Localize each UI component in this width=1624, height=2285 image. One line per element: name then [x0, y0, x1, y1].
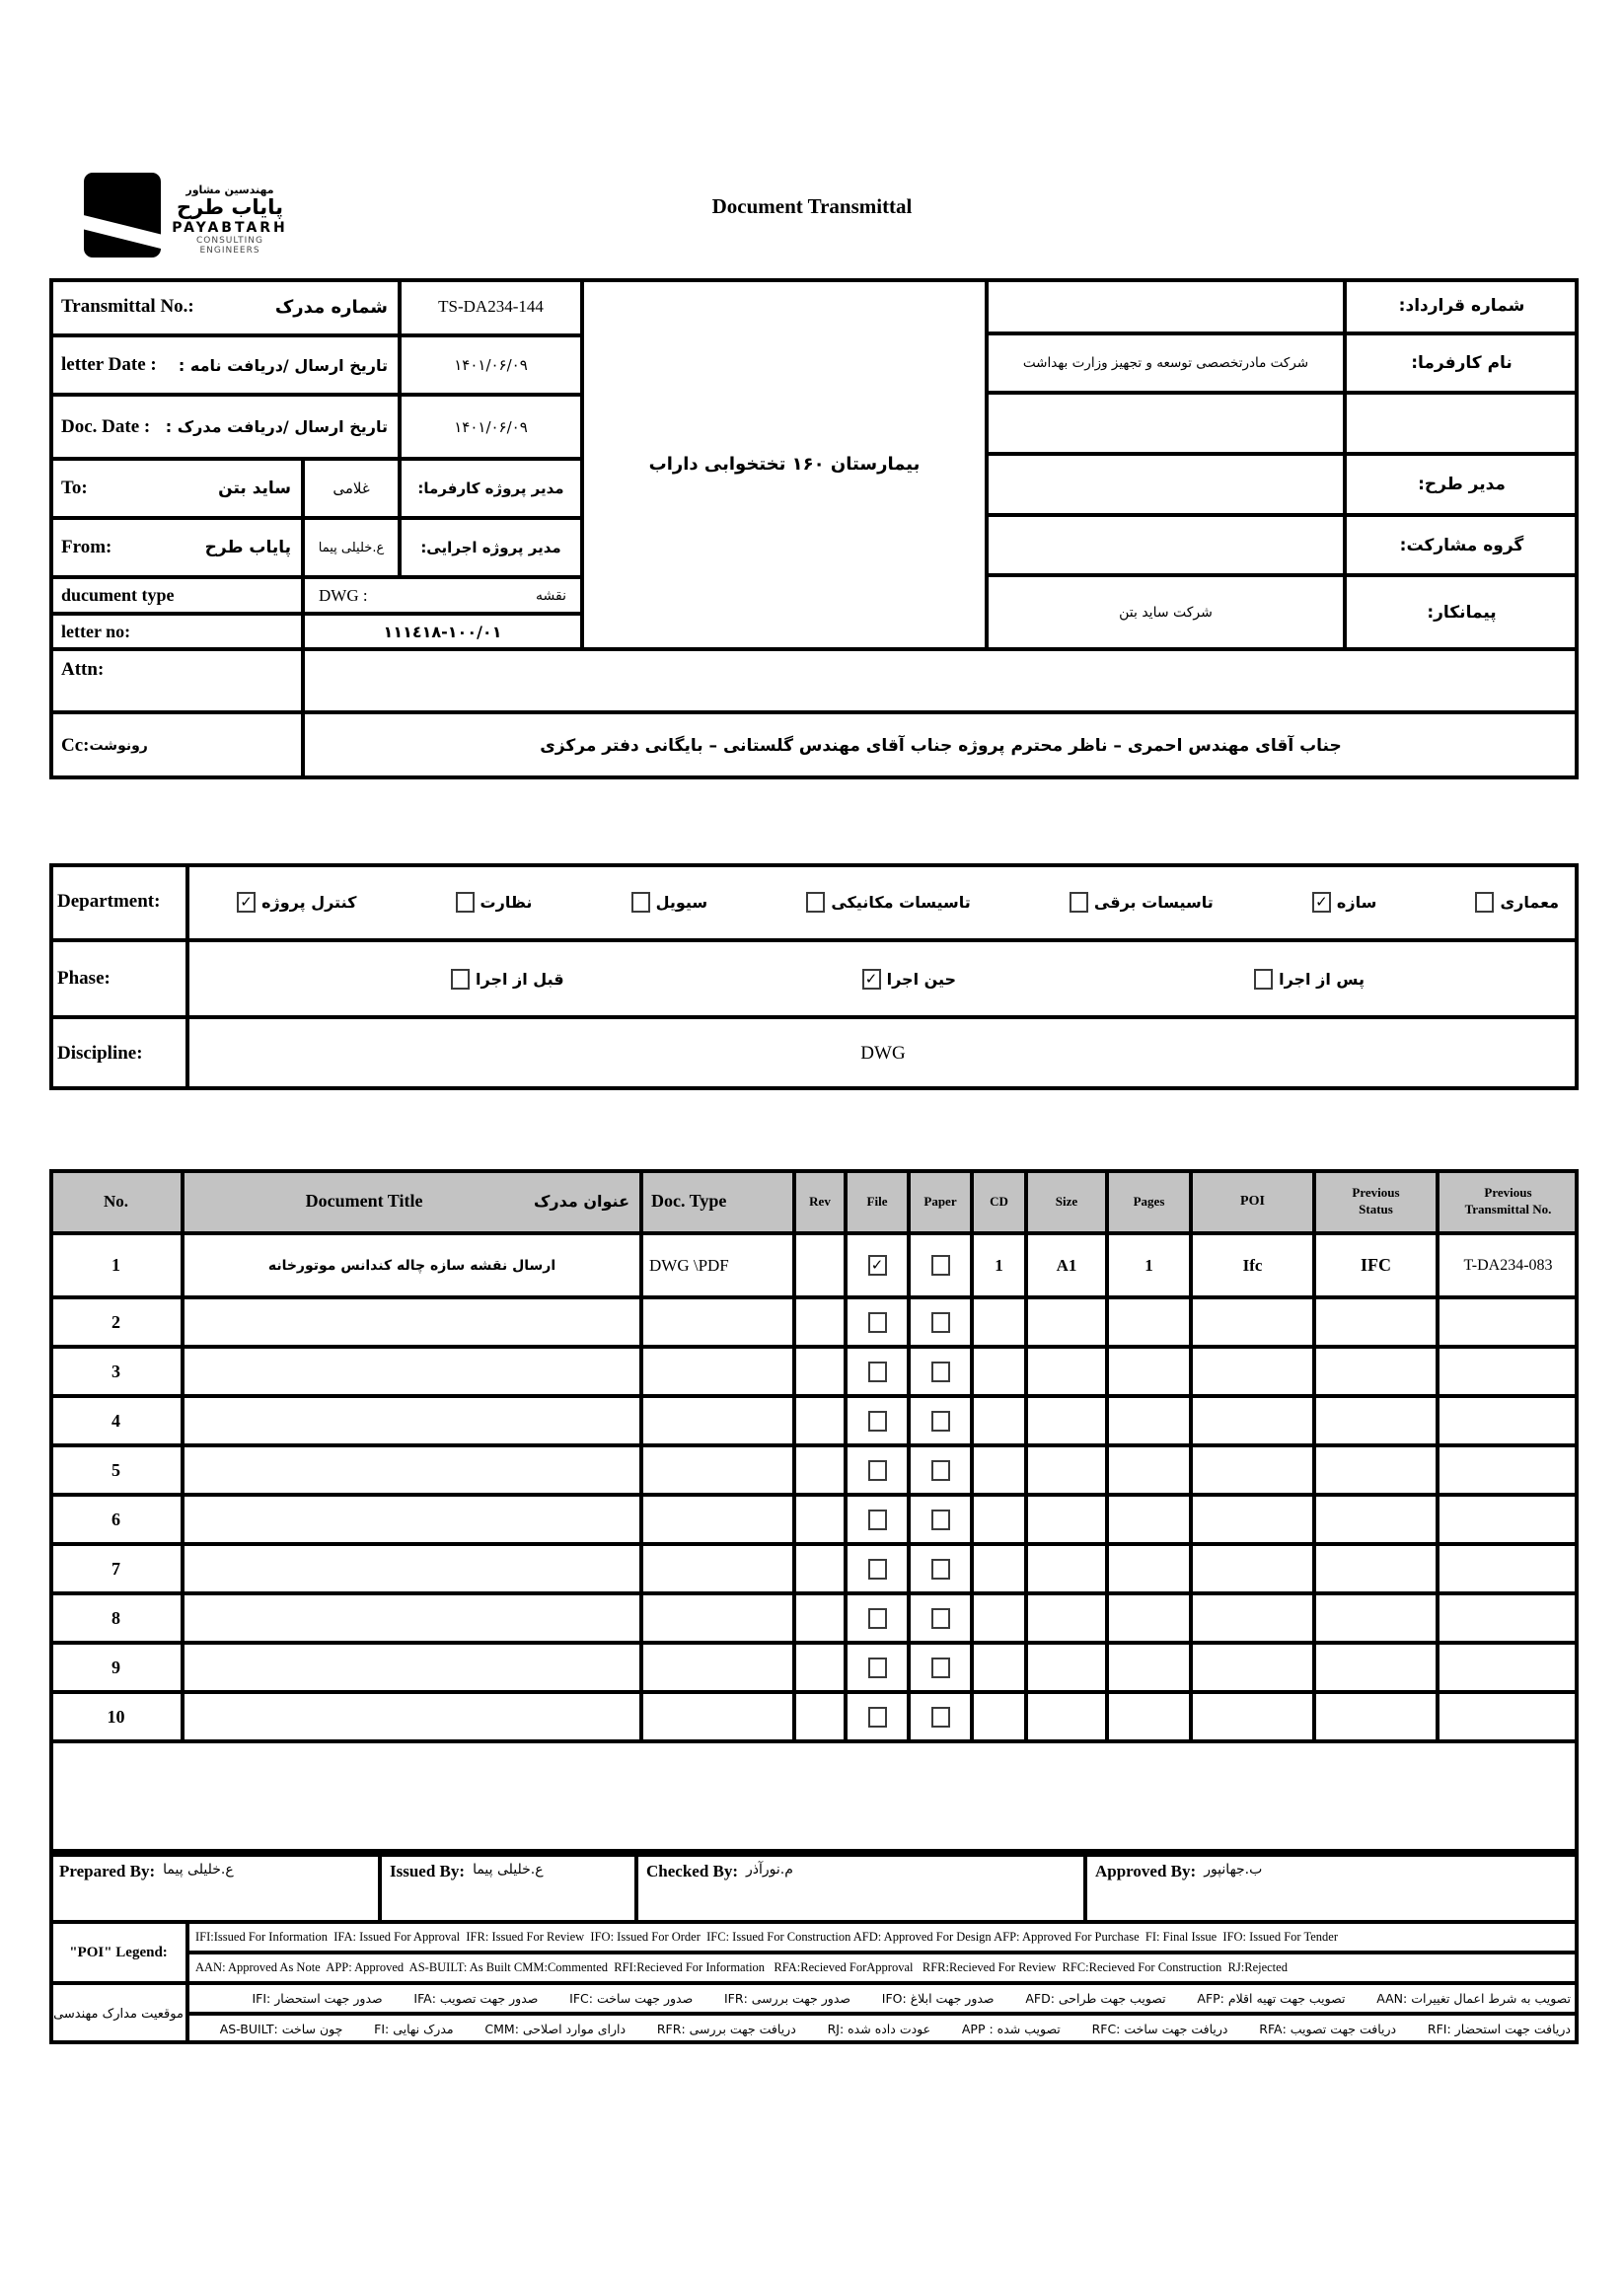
- table-cell: [1026, 1445, 1107, 1495]
- contract-no-value-cell: [987, 278, 1345, 333]
- table-cell: [1314, 1495, 1438, 1544]
- transmittal-no-label-cell: [49, 278, 400, 335]
- checked-by-cell: Checked By: م.نورآذر: [636, 1853, 1085, 1922]
- phase-label-cell: Phase:: [49, 940, 187, 1017]
- to-label: To:: [61, 478, 88, 498]
- file-checkbox[interactable]: [868, 1312, 887, 1333]
- table-cell: [1314, 1593, 1438, 1643]
- doc-type-fa: نقشه: [536, 587, 566, 604]
- table-cell: [794, 1692, 846, 1741]
- table-cell: [1026, 1544, 1107, 1593]
- table-cell: [1191, 1495, 1314, 1544]
- table-cell: [183, 1347, 641, 1396]
- table-cell: [183, 1692, 641, 1741]
- col-header-cd: CD: [972, 1169, 1026, 1233]
- file-checkbox[interactable]: [868, 1362, 887, 1382]
- table-cell: [641, 1445, 794, 1495]
- table-cell: [183, 1643, 641, 1692]
- table-cell: [846, 1692, 909, 1741]
- paper-checkbox[interactable]: [931, 1255, 950, 1276]
- table-cell: [909, 1643, 972, 1692]
- project-name-cell: بیمارستان ۱۶۰ تختخوابی داراب: [582, 278, 987, 649]
- client-value-cell: شرکت مادرتخصصی توسعه و تجهیز وزارت بهداشت: [987, 333, 1345, 393]
- contract-no-label-cell: شماره قرارداد:: [1345, 278, 1579, 333]
- table-cell: [846, 1347, 909, 1396]
- table-cell: [846, 1544, 909, 1593]
- letter-date-value: ۱۴۰۱/۰۶/۰۹: [400, 335, 582, 395]
- department-option: تاسیسات برقی: [1070, 892, 1214, 913]
- letter-no-label-cell: letter no:: [49, 614, 303, 649]
- table-empty-area: [49, 1741, 1579, 1853]
- table-cell: [972, 1445, 1026, 1495]
- table-cell: [909, 1544, 972, 1593]
- table-cell: [1314, 1396, 1438, 1445]
- prepared-by-cell: Prepared By: ع.خلیلی پیما: [49, 1853, 380, 1922]
- table-cell: [1191, 1692, 1314, 1741]
- table-cell: [909, 1297, 972, 1347]
- table-cell: [641, 1692, 794, 1741]
- to-cell: [49, 459, 303, 518]
- table-cell: [183, 1297, 641, 1347]
- table-cell: [972, 1347, 1026, 1396]
- table-row-size: A1: [1026, 1233, 1107, 1297]
- table-row-paper: [909, 1233, 972, 1297]
- file-checkbox[interactable]: [868, 1460, 887, 1481]
- letter-date-label-en: letter Date :: [61, 354, 157, 375]
- file-checkbox[interactable]: [868, 1510, 887, 1530]
- department-option: نظارت: [456, 892, 533, 913]
- table-cell: [1314, 1643, 1438, 1692]
- table-cell: [1191, 1347, 1314, 1396]
- table-cell: [641, 1544, 794, 1593]
- phase-option: ✓ حین اجرا: [862, 969, 956, 990]
- letter-date-label-fa: تاریخ ارسال /دریافت نامه :: [178, 355, 388, 375]
- blank-label-cell: [1345, 393, 1579, 454]
- col-header-no: No.: [49, 1169, 183, 1233]
- company-logo-icon: [84, 173, 161, 258]
- page-title: Document Transmittal: [711, 194, 913, 218]
- logo-text-block: [166, 184, 294, 256]
- table-cell: [846, 1495, 909, 1544]
- discipline-value-cell: DWG: [187, 1017, 1579, 1090]
- table-cell: [1438, 1396, 1579, 1445]
- to-value: ساید بتن: [218, 479, 291, 498]
- file-checkbox[interactable]: [868, 1255, 887, 1276]
- table-cell: [1107, 1544, 1191, 1593]
- logo-slash-icon: [84, 213, 161, 253]
- table-cell: [641, 1297, 794, 1347]
- table-cell: [909, 1445, 972, 1495]
- doc-date-label-fa: تاریخ ارسال /دریافت مدرک :: [165, 417, 388, 436]
- table-row-poi: Ifc: [1191, 1233, 1314, 1297]
- table-row-no: 6: [49, 1495, 183, 1544]
- table-cell: [1107, 1643, 1191, 1692]
- col-header-rev: Rev: [794, 1169, 846, 1233]
- table-cell: [909, 1593, 972, 1643]
- table-cell: [794, 1297, 846, 1347]
- logo-en-name: PAYABTARH: [172, 220, 288, 237]
- transmittal-no-value: TS-DA234-144: [400, 278, 582, 335]
- table-cell: [1026, 1396, 1107, 1445]
- table-row-no: 5: [49, 1445, 183, 1495]
- col-header-pages: Pages: [1107, 1169, 1191, 1233]
- table-cell: [641, 1347, 794, 1396]
- table-cell: [1314, 1347, 1438, 1396]
- phase-options-row: [187, 940, 1579, 1017]
- table-row-no: 10: [49, 1692, 183, 1741]
- issued-by-cell: Issued By: ع.خلیلی پیما: [380, 1853, 636, 1922]
- paper-checkbox[interactable]: [931, 1608, 950, 1629]
- table-cell: [1191, 1593, 1314, 1643]
- col-header-poi: POI: [1191, 1169, 1314, 1233]
- table-cell: [641, 1643, 794, 1692]
- checkbox-during-execution[interactable]: [862, 969, 881, 990]
- table-row-pages: 1: [1107, 1233, 1191, 1297]
- table-row-prev-transmittal: T-DA234-083: [1438, 1233, 1579, 1297]
- doc-date-value: ۱۴۰۱/۰۶/۰۹: [400, 395, 582, 459]
- table-cell: [794, 1643, 846, 1692]
- checkbox-before-execution[interactable]: [451, 969, 470, 990]
- fa-legend-line2: دریافت جهت استحضار :RFI دریافت جهت تصویب :RFA دریافت جهت ساخت :RFC تصویب شده : APP عودت داده شده :RJ دریافت جهت بررسی :RFR دارای موارد اصلاحی :CMM مدرک نهایی :FI چون ساخت :AS-BUILT: [187, 2014, 1579, 2044]
- doc-type-value: DWG :: [319, 585, 368, 605]
- table-row-no: 9: [49, 1643, 183, 1692]
- table-cell: [1191, 1396, 1314, 1445]
- paper-checkbox[interactable]: [931, 1411, 950, 1432]
- design-mgr-label-cell: مدیر طرح:: [1345, 454, 1579, 515]
- checkbox-structure[interactable]: [1312, 892, 1331, 913]
- table-cell: [909, 1692, 972, 1741]
- checkbox-architecture[interactable]: [1475, 892, 1494, 913]
- table-row-no: 4: [49, 1396, 183, 1445]
- attn-value-cell: [303, 649, 1579, 712]
- client-pm-label-cell: مدیر پروژه کارفرما:: [400, 459, 582, 518]
- table-row-doctype: DWG \PDF: [641, 1233, 794, 1297]
- checkbox-supervision[interactable]: [456, 892, 475, 913]
- table-row-no: 2: [49, 1297, 183, 1347]
- table-row-title: ارسال نقشه سازه چاله کندانس موتورخانه: [183, 1233, 641, 1297]
- table-cell: [1107, 1593, 1191, 1643]
- paper-checkbox[interactable]: [931, 1707, 950, 1728]
- table-cell: [183, 1445, 641, 1495]
- file-checkbox[interactable]: [868, 1707, 887, 1728]
- table-cell: [846, 1643, 909, 1692]
- table-cell: [183, 1593, 641, 1643]
- table-cell: [794, 1544, 846, 1593]
- file-checkbox[interactable]: [868, 1658, 887, 1678]
- blank-value-cell: [987, 393, 1345, 454]
- attn-label-cell: Attn:: [49, 649, 303, 712]
- from-cell: [49, 518, 303, 577]
- paper-checkbox[interactable]: [931, 1658, 950, 1678]
- col-header-title: Document Title عنوان مدرک: [183, 1169, 641, 1233]
- exec-pm-label-cell: مدیر پروژه اجرایی:: [400, 518, 582, 577]
- table-cell: [1314, 1445, 1438, 1495]
- paper-checkbox[interactable]: [931, 1510, 950, 1530]
- table-cell: [1438, 1445, 1579, 1495]
- doc-date-label-cell: [49, 395, 400, 459]
- fa-legend-label-cell: موقعیت مدارک مهندسی: [49, 1983, 187, 2044]
- logo-fa-small: مهندسین مشاور: [185, 184, 274, 196]
- table-cell: [846, 1445, 909, 1495]
- from-label: From:: [61, 537, 112, 557]
- from-person-cell: ع.خلیلی پیما: [303, 518, 400, 577]
- checkbox-electrical[interactable]: [1070, 892, 1088, 913]
- table-cell: [846, 1593, 909, 1643]
- table-cell: [1314, 1297, 1438, 1347]
- table-cell: [1438, 1297, 1579, 1347]
- table-row-rev: [794, 1233, 846, 1297]
- doc-type-label-cell: ducument type: [49, 577, 303, 614]
- partnership-label-cell: گروه مشارکت:: [1345, 515, 1579, 575]
- table-cell: [641, 1495, 794, 1544]
- transmittal-no-label-en: Transmittal No.:: [61, 296, 194, 317]
- table-cell: [972, 1544, 1026, 1593]
- contractor-label-cell: پیمانکار:: [1345, 575, 1579, 649]
- logo-fa-name: پایاب طرح: [177, 195, 283, 219]
- table-cell: [1191, 1297, 1314, 1347]
- phase-option: قبل از اجرا: [451, 969, 564, 990]
- table-cell: [183, 1544, 641, 1593]
- table-cell: [183, 1396, 641, 1445]
- fa-legend-line1: تصویب به شرط اعمال تغییرات :AAN تصویب جهت تهیه اقلام :AFP تصویب جهت طراحی :AFD صدور جهت ابلاغ :IFO صدور جهت بررسی :IFR صدور جهت ساخت :IFC صدور جهت تصویب :IFA صدور جهت استحضار :IFI: [187, 1983, 1579, 2014]
- table-cell: [909, 1495, 972, 1544]
- table-row-prev-status: IFC: [1314, 1233, 1438, 1297]
- poi-legend-en-line2: AAN: Approved As Note APP: Approved AS-BUILT: As Built CMM:Commented RFI:Recieved For Information RFA:Recieved ForApproval RFR:Recieved For Review RFC:Recieved For Construction RJ:Rejected: [187, 1953, 1579, 1983]
- col-header-paper: Paper: [909, 1169, 972, 1233]
- table-row-no: 3: [49, 1347, 183, 1396]
- department-label-cell: Department:: [49, 863, 187, 940]
- table-cell: [794, 1396, 846, 1445]
- discipline-label-cell: Discipline:: [49, 1017, 187, 1090]
- cc-label-fa: رونوشت: [89, 738, 148, 754]
- table-cell: [972, 1643, 1026, 1692]
- table-cell: [1026, 1692, 1107, 1741]
- department-options-row: [187, 863, 1579, 940]
- table-cell: [1107, 1297, 1191, 1347]
- checkbox-after-execution[interactable]: [1254, 969, 1273, 990]
- table-cell: [1191, 1445, 1314, 1495]
- table-row-no: 7: [49, 1544, 183, 1593]
- table-cell: [1438, 1692, 1579, 1741]
- department-option: ✓ کنترل پروژه: [237, 892, 356, 913]
- cc-label-en: Cc:: [61, 735, 90, 756]
- table-cell: [641, 1396, 794, 1445]
- file-checkbox[interactable]: [868, 1608, 887, 1629]
- table-row-cd: 1: [972, 1233, 1026, 1297]
- table-cell: [1107, 1445, 1191, 1495]
- table-cell: [1107, 1396, 1191, 1445]
- col-header-file: File: [846, 1169, 909, 1233]
- table-cell: [1314, 1544, 1438, 1593]
- col-header-prev-status: Previous Status: [1314, 1169, 1438, 1233]
- checkbox-project-control[interactable]: [237, 892, 256, 913]
- checkbox-civil[interactable]: [631, 892, 650, 913]
- table-cell: [794, 1347, 846, 1396]
- table-cell: [972, 1396, 1026, 1445]
- cc-label-cell: [49, 712, 303, 779]
- table-cell: [1026, 1297, 1107, 1347]
- approved-by-cell: Approved By: ب.جهانپور: [1085, 1853, 1579, 1922]
- paper-checkbox[interactable]: [931, 1312, 950, 1333]
- table-cell: [1026, 1643, 1107, 1692]
- paper-checkbox[interactable]: [931, 1362, 950, 1382]
- cc-value-cell: جناب آقای مهندس احمری – ناظر محترم پروژه جناب آقای مهندس گلستانی – بایگانی دفتر مرکزی: [303, 712, 1579, 779]
- table-cell: [972, 1297, 1026, 1347]
- table-cell: [183, 1495, 641, 1544]
- table-cell: [972, 1495, 1026, 1544]
- table-cell: [1026, 1495, 1107, 1544]
- table-cell: [1438, 1495, 1579, 1544]
- table-row-no: 8: [49, 1593, 183, 1643]
- table-cell: [1026, 1593, 1107, 1643]
- table-cell: [794, 1593, 846, 1643]
- file-checkbox[interactable]: [868, 1411, 887, 1432]
- department-option: معماری: [1475, 892, 1559, 913]
- table-cell: [846, 1297, 909, 1347]
- to-person-cell: غلامی: [303, 459, 400, 518]
- table-cell: [1107, 1692, 1191, 1741]
- table-cell: [909, 1347, 972, 1396]
- col-header-size: Size: [1026, 1169, 1107, 1233]
- poi-legend-en-line1: IFI:Issued For Information IFA: Issued For Approval IFR: Issued For Review IFO: Issued For Order IFC: Issued For Construction AFD: Approved For Design AFP: Approved For Purchase FI: Final Issue IFO: Issued For Tender: [187, 1922, 1579, 1953]
- table-cell: [794, 1495, 846, 1544]
- paper-checkbox[interactable]: [931, 1559, 950, 1580]
- table-cell: [1026, 1347, 1107, 1396]
- table-cell: [1438, 1593, 1579, 1643]
- logo-en-sub: CONSULTING ENGINEERS: [195, 236, 264, 257]
- table-cell: [1191, 1643, 1314, 1692]
- table-cell: [1438, 1643, 1579, 1692]
- table-cell: [1107, 1495, 1191, 1544]
- paper-checkbox[interactable]: [931, 1460, 950, 1481]
- table-cell: [846, 1396, 909, 1445]
- col-header-doctype: Doc. Type: [641, 1169, 794, 1233]
- client-label-cell: نام کارفرما:: [1345, 333, 1579, 393]
- from-value: پایاب طرح: [204, 538, 291, 557]
- letter-date-label-cell: [49, 335, 400, 395]
- table-cell: [972, 1593, 1026, 1643]
- table-cell: [1314, 1692, 1438, 1741]
- table-cell: [641, 1593, 794, 1643]
- department-option: سیویل: [631, 892, 708, 913]
- department-option: تاسیسات مکانیکی: [806, 892, 970, 913]
- table-row-file: [846, 1233, 909, 1297]
- doc-date-label-en: Doc. Date :: [61, 415, 151, 437]
- table-cell: [1438, 1347, 1579, 1396]
- department-option: ✓ سازه: [1312, 892, 1376, 913]
- contractor-value-cell: شرکت ساید بتن: [987, 575, 1345, 649]
- checkbox-mechanical[interactable]: [806, 892, 825, 913]
- partnership-value-cell: [987, 515, 1345, 575]
- col-header-prev-transmittal: Previous Transmittal No.: [1438, 1169, 1579, 1233]
- table-cell: [1107, 1347, 1191, 1396]
- table-cell: [909, 1396, 972, 1445]
- transmittal-no-label-fa: شماره مدرک: [274, 296, 388, 318]
- poi-legend-label-cell: "POI" Legend:: [49, 1922, 187, 1983]
- table-cell: [1438, 1544, 1579, 1593]
- table-cell: [794, 1445, 846, 1495]
- doc-type-value-cell: [303, 577, 582, 614]
- table-cell: [1191, 1544, 1314, 1593]
- file-checkbox[interactable]: [868, 1559, 887, 1580]
- table-cell: [972, 1692, 1026, 1741]
- letter-no-value-cell: ١٠٠/٠١-١١١٤١٨: [303, 614, 582, 649]
- table-row-no: 1: [49, 1233, 183, 1297]
- design-mgr-value-cell: [987, 454, 1345, 515]
- phase-option: پس از اجرا: [1254, 969, 1365, 990]
